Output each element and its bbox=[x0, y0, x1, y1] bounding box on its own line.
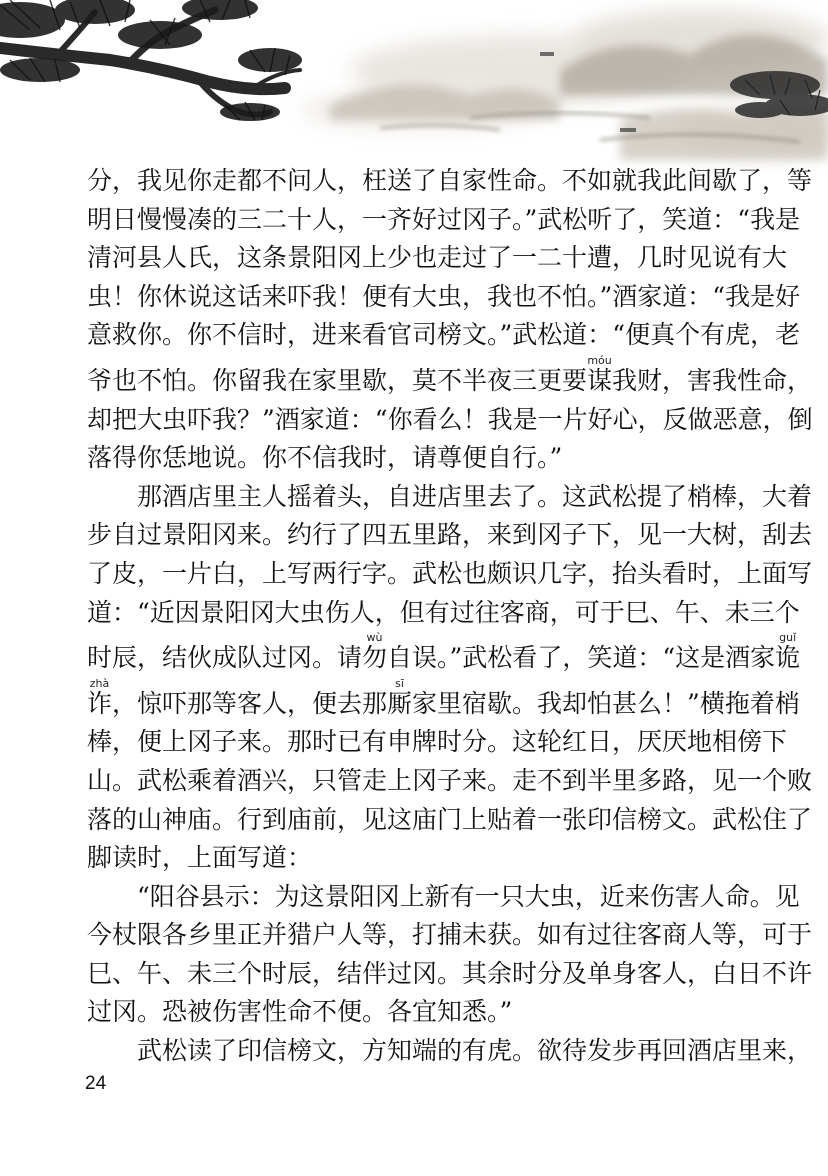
text-line bbox=[87, 801, 813, 840]
text-segment: ，惊吓那等客人，便去那 bbox=[112, 688, 388, 718]
annotated-char bbox=[87, 676, 113, 718]
pinyin-annotation: sī bbox=[387, 676, 413, 690]
text-line bbox=[87, 555, 813, 594]
text-line bbox=[87, 478, 813, 517]
text-segment: 道：“近因景阳冈大虫伤人，但有过往客商，可于巳、午、未三个 bbox=[87, 597, 800, 627]
annotated-char bbox=[387, 676, 413, 718]
text-segment: 了皮，一片白，上写两行字。武松也颇识几字，抬头看时，上面写 bbox=[87, 558, 813, 588]
text-line bbox=[87, 278, 801, 317]
annotated-char-base: 谋 bbox=[587, 365, 613, 395]
text-line bbox=[87, 955, 813, 994]
text-line bbox=[87, 916, 813, 955]
text-line bbox=[87, 401, 813, 440]
ink-landscape-illustration bbox=[0, 0, 828, 175]
text-line bbox=[87, 878, 800, 917]
text-segment: 清河县人氏，这条景阳冈上少也走过了一二十遭，几时见说有大 bbox=[87, 243, 788, 273]
text-line bbox=[87, 239, 788, 278]
text-segment: 爷也不怕。你留我在家里歇，莫不半夜三更要 bbox=[87, 365, 588, 395]
text-line bbox=[87, 201, 801, 240]
page-number: 24 bbox=[85, 1073, 107, 1094]
text-segment: 时辰，结伙成队过冈。请 bbox=[87, 643, 363, 673]
body-text bbox=[87, 162, 813, 1071]
annotated-char bbox=[362, 631, 388, 673]
text-segment: 山。武松乘着酒兴，只管走上冈子来。走不到半里多路，见一个败 bbox=[87, 765, 813, 795]
text-segment: 今杖限各乡里正并猎户人等，打捕未获。如有过往客商人等，可于 bbox=[87, 920, 813, 950]
text-segment: 那酒店里主人摇着头，自进店里去了。这武松提了梢棒，大着 bbox=[87, 481, 813, 511]
text-segment: “阳谷县示：为这景阳冈上新有一只大虫，近来伤害人命。见 bbox=[87, 881, 800, 911]
text-line bbox=[87, 839, 737, 878]
text-segment: 脚读时，上面写道： bbox=[87, 843, 313, 873]
text-segment: 虫！你休说这话来吓我！便有大虫，我也不怕。”酒家道：“我是好 bbox=[87, 281, 801, 311]
pinyin-annotation: zhà bbox=[87, 676, 112, 690]
text-line bbox=[87, 162, 813, 201]
text-segment: 巳、午、未三个时辰，结伴过冈。其余时分及单身客人，白日不许 bbox=[87, 958, 813, 988]
text-segment: 意救你。你不信时，进来看官司榜文。”武松道：“便真个有虎，老 bbox=[87, 320, 801, 350]
annotated-char-base: 诡 bbox=[775, 643, 801, 673]
text-segment: 明日慢慢凑的三二十人，一齐好过冈子。”武松听了，笑道：“我是 bbox=[87, 204, 801, 234]
text-segment: 自误。”武松看了，笑道：“这是酒家 bbox=[387, 643, 776, 673]
annotated-char bbox=[775, 631, 801, 673]
text-line bbox=[87, 516, 813, 555]
text-segment: 却把大虫吓我？”酒家道：“你看么！我是一片好心，反做恶意，倒 bbox=[87, 404, 813, 434]
text-segment: 过冈。恐被伤害性命不便。各宜知悉。” bbox=[87, 997, 513, 1027]
text-line bbox=[87, 993, 737, 1032]
pinyin-annotation: guǐ bbox=[775, 631, 801, 645]
text-line bbox=[87, 439, 737, 478]
annotated-char-base: 诈 bbox=[87, 688, 113, 718]
text-line bbox=[87, 316, 801, 355]
pinyin-annotation: móu bbox=[587, 353, 613, 367]
text-line bbox=[87, 723, 788, 762]
text-segment: 落得你恁地说。你不信我时，请尊便自行。” bbox=[87, 443, 563, 473]
text-line bbox=[87, 1032, 813, 1071]
text-line bbox=[87, 762, 813, 801]
annotated-char-base: 勿 bbox=[362, 643, 388, 673]
annotated-char-base: 厮 bbox=[387, 688, 413, 718]
text-segment: 步自过景阳冈来。约行了四五里路，来到冈子下，见一大树，刮去 bbox=[87, 520, 813, 550]
text-line bbox=[87, 676, 800, 724]
text-segment: 落的山神庙。行到庙前，见这庙门上贴着一张印信榜文。武松住了 bbox=[87, 804, 813, 834]
text-segment: 我财，害我性命， bbox=[612, 365, 813, 395]
text-line bbox=[87, 353, 813, 401]
text-line bbox=[87, 594, 800, 633]
pinyin-annotation: wù bbox=[362, 631, 388, 645]
text-segment: 棒，便上冈子来。那时已有申牌时分。这轮红日，厌厌地相傍下 bbox=[87, 727, 788, 757]
text-line bbox=[87, 631, 801, 678]
text-segment: 家里宿歇。我却怕甚么！”横拖着梢 bbox=[412, 688, 800, 718]
annotated-char bbox=[587, 353, 613, 395]
text-segment: 武松读了印信榜文，方知端的有虎。欲待发步再回酒店里来， bbox=[87, 1036, 813, 1066]
text-segment: 分，我见你走都不问人，枉送了自家性命。不如就我此间歇了，等 bbox=[87, 166, 813, 195]
